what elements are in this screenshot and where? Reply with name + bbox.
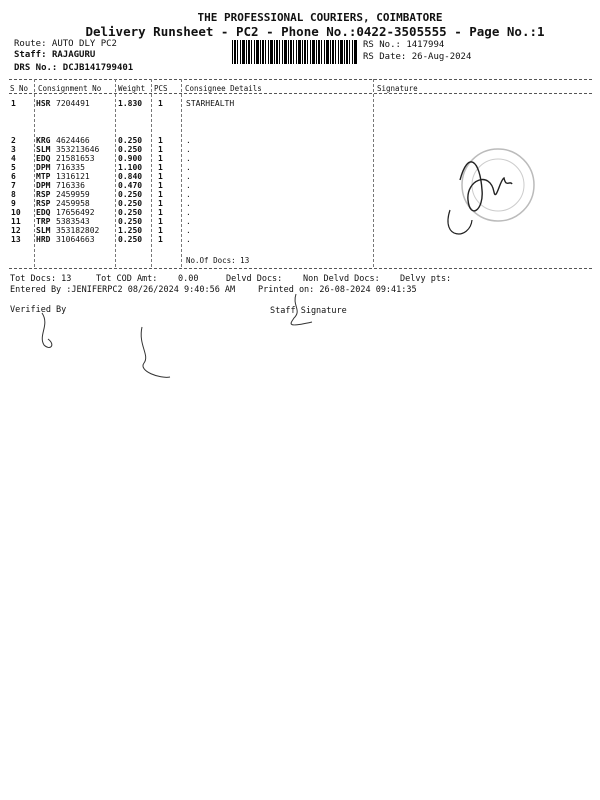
row-sno: 8	[11, 190, 16, 199]
row-consignment-prefix: EDQ	[36, 208, 51, 217]
header-pcs: PCS	[154, 84, 168, 93]
row-consignment-number: 2459959	[56, 190, 90, 199]
row-weight: 0.250	[118, 208, 143, 217]
row-consignee-details: .	[186, 199, 191, 208]
row-consignment-number: 4624466	[56, 136, 90, 145]
row-weight: 0.250	[118, 217, 143, 226]
row-sno: 13	[11, 235, 21, 244]
row-consignment-prefix: EDQ	[36, 154, 51, 163]
no-of-docs: No.Of Docs: 13	[186, 256, 250, 265]
row-sno: 2	[11, 136, 16, 145]
row-consignment-prefix: SLM	[36, 145, 51, 154]
row-pcs: 1	[158, 136, 163, 145]
row-sno: 6	[11, 172, 16, 181]
row-consignment-prefix: RSP	[36, 199, 51, 208]
col-divider	[115, 79, 116, 267]
table-top-rule	[9, 79, 592, 80]
row-consignee-details: .	[186, 190, 191, 199]
row-weight: 0.250	[118, 199, 143, 208]
delivered-docs: Delvd Docs:	[226, 274, 283, 284]
row-consignment-prefix: HSR	[36, 99, 51, 108]
staff-signature-label: Staff Signature	[270, 306, 347, 316]
row-consignment-number: 353213646	[56, 145, 100, 154]
runsheet-title: Delivery Runsheet - PC2 - Phone No.:0422-3505555 - Page No.:1	[85, 24, 545, 39]
table-bottom-rule	[9, 268, 592, 269]
row-weight: 0.470	[118, 181, 143, 190]
row-weight: 1.250	[118, 226, 143, 235]
row-pcs: 1	[158, 190, 163, 199]
verified-by-label: Verified By	[10, 305, 67, 315]
row-consignee-details: .	[186, 136, 191, 145]
row-consignment-number: 716335	[56, 163, 85, 172]
row-weight: 0.250	[118, 190, 143, 199]
col-divider	[34, 79, 35, 267]
row-pcs: 1	[158, 226, 163, 235]
row-weight: 1.100	[118, 163, 143, 172]
row-consignee-details: STARHEALTH	[186, 99, 235, 108]
row-consignment-number: 716336	[56, 181, 85, 190]
drs-label: DRS No.:	[14, 63, 58, 73]
table-header-rule	[9, 93, 592, 94]
row-sno: 1	[11, 99, 16, 108]
row-consignee-details: .	[186, 208, 191, 217]
row-consignment-prefix: DPM	[36, 163, 51, 172]
row-consignment-number: 1316121	[56, 172, 90, 181]
staff-signature-mark	[282, 292, 322, 332]
row-pcs: 1	[158, 145, 163, 154]
handwritten-marks	[20, 305, 190, 385]
total-docs: Tot Docs: 13	[10, 274, 72, 284]
row-consignment-number: 31064663	[56, 235, 95, 244]
company-title: THE PROFESSIONAL COURIERS, COIMBATORE	[197, 11, 443, 24]
row-consignee-details: .	[186, 145, 191, 154]
company-seal-stamp	[440, 140, 550, 240]
row-pcs: 1	[158, 217, 163, 226]
header-consignee: Consignee Details	[185, 84, 262, 93]
col-divider	[181, 79, 182, 267]
row-consignment-prefix: MTP	[36, 172, 51, 181]
row-weight: 0.900	[118, 154, 143, 163]
header-weight: Weight	[118, 84, 146, 93]
header-consignment: Consignment No	[38, 84, 102, 93]
row-sno: 9	[11, 199, 16, 208]
row-pcs: 1	[158, 99, 163, 108]
total-cod-amount: 0.00	[178, 274, 199, 284]
row-consignment-number: 21581653	[56, 154, 95, 163]
col-divider	[151, 79, 152, 267]
drs-number: DCJB141799401	[62, 63, 134, 73]
row-weight: 0.840	[118, 172, 143, 181]
row-consignment-number: 17656492	[56, 208, 95, 217]
row-weight: 0.250	[118, 136, 143, 145]
row-consignment-prefix: DPM	[36, 181, 51, 190]
row-consignee-details: .	[186, 163, 191, 172]
row-consignee-details: .	[186, 154, 191, 163]
row-pcs: 1	[158, 208, 163, 217]
row-sno: 10	[11, 208, 21, 217]
row-pcs: 1	[158, 154, 163, 163]
row-weight: 1.830	[118, 99, 143, 108]
header-signature: Signature	[377, 84, 418, 93]
row-weight: 0.250	[118, 235, 143, 244]
drs-row	[14, 63, 133, 73]
header-sno: S No	[10, 84, 29, 93]
row-pcs: 1	[158, 163, 163, 172]
row-consignee-details: .	[186, 226, 191, 235]
row-consignee-details: .	[186, 181, 191, 190]
staff-name: RAJAGURU	[51, 50, 96, 60]
row-sno: 11	[11, 217, 21, 226]
delivery-points: Delvy pts:	[400, 274, 452, 284]
row-sno: 12	[11, 226, 21, 235]
rs-date: RS Date: 26-Aug-2024	[363, 52, 472, 62]
staff-row	[14, 50, 95, 60]
row-consignee-details: .	[186, 172, 191, 181]
row-pcs: 1	[158, 181, 163, 190]
row-sno: 7	[11, 181, 16, 190]
row-pcs: 1	[158, 199, 163, 208]
row-pcs: 1	[158, 235, 163, 244]
row-weight: 0.250	[118, 145, 143, 154]
row-sno: 5	[11, 163, 16, 172]
staff-label: Staff:	[14, 50, 47, 60]
row-consignment-prefix: SLM	[36, 226, 51, 235]
non-delivered-docs: Non Delvd Docs:	[303, 274, 380, 284]
total-cod-label: Tot COD Amt:	[96, 274, 158, 284]
row-consignment-number: 7204491	[56, 99, 90, 108]
row-consignment-prefix: TRP	[36, 217, 51, 226]
row-consignee-details: .	[186, 217, 191, 226]
printed-on: Printed on: 26-08-2024 09:41:35	[258, 285, 417, 295]
row-consignment-number: 5383543	[56, 217, 90, 226]
row-sno: 4	[11, 154, 16, 163]
row-consignment-prefix: HRD	[36, 235, 51, 244]
row-consignment-number: 2459958	[56, 199, 90, 208]
row-sno: 3	[11, 145, 16, 154]
row-consignment-number: 353182802	[56, 226, 100, 235]
row-pcs: 1	[158, 172, 163, 181]
row-consignment-prefix: RSP	[36, 190, 51, 199]
row-consignee-details: .	[186, 235, 191, 244]
entered-by: Entered By :JENIFERPC2 08/26/2024 9:40:56 AM	[10, 285, 236, 295]
col-divider	[373, 79, 374, 267]
route-text: Route: AUTO DLY PC2	[14, 39, 117, 49]
barcode-image	[232, 40, 358, 64]
row-consignment-prefix: KRG	[36, 136, 51, 145]
rs-number: RS No.: 1417994	[363, 40, 445, 50]
